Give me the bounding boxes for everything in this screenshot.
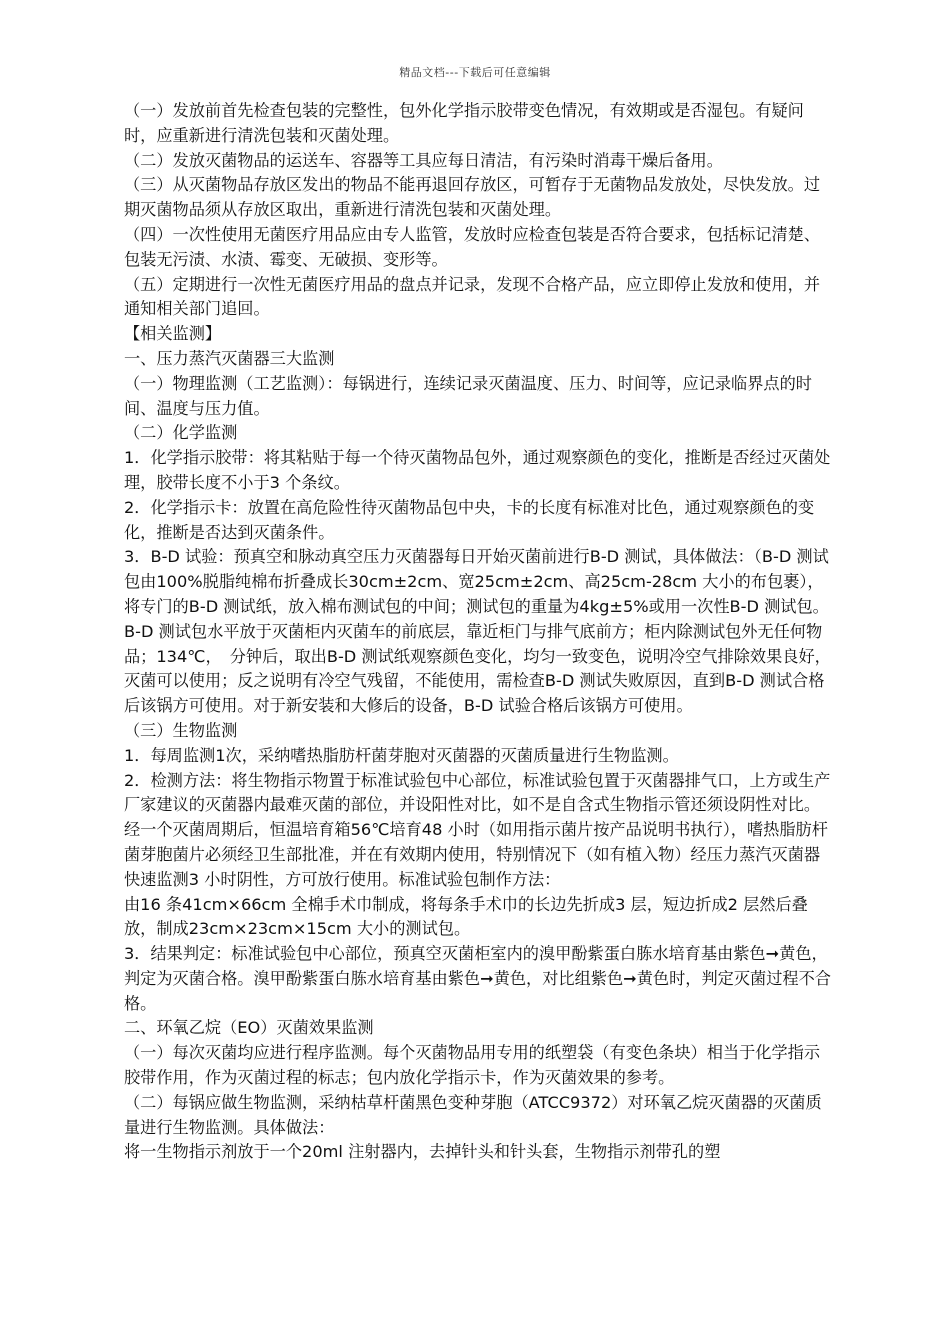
paragraph: 由16 条41cm×66cm 全棉手术巾制成，将每条手术巾的长边先折成3 层，短边折成2 层然后叠放，制成23cm×23cm×15cm 大小的测试包。 (124, 894, 808, 939)
paragraph: （五）定期进行一次性无菌医疗用品的盘点并记录，发现不合格产品，应立即停止发放和使用，并通知相关部门追回。 (124, 274, 821, 319)
paragraph: 1．化学指示胶带：将其粘贴于每一个待灭菌物品包外，通过观察颜色的变化，推断是否经过灭菌处理，胶带长度不小于3 个条纹。 (124, 448, 831, 492)
paragraph: （二）发放灭菌物品的运送车、容器等工具应每日清洁，有污染时消毒干燥后备用。 (124, 150, 723, 170)
paragraph: 2．检测方法：将生物指示物置于标准试验包中心部位，标准试验包置于灭菌器排气口，上方或生产厂家建议的灭菌器内最难灭菌的部位，并设阳性对比，如不是自含式生物指示管还须设阴性对比。经一个灭菌周期后，恒温培育箱56℃培育48 小时（如用指示菌片按产品说明书执行），嗜热脂肪杆菌芽胞菌片必须经卫生部批准，并在有效期内使用，特别情况下（如有植入物）经压力蒸汽灭菌器快速监测3 小时阴性，方可放行使用。标准试验包制作方法： (124, 770, 831, 889)
paragraph: 【相关监测】 (124, 324, 222, 344)
paragraph: （二）化学监测 (124, 423, 238, 443)
page-header: 精品文档---下载后可任意编辑 (399, 66, 551, 79)
document-body (124, 99, 832, 1165)
paragraph: 3．结果判定：标准试验包中心部位，预真空灭菌柜室内的溴甲酚紫蛋白胨水培育基由紫色➞黄色，判定为灭菌合格。溴甲酚紫蛋白胨水培育基由紫色➞黄色，对比组紫色➞黄色时，判定灭菌过程不合格。 (124, 944, 831, 1013)
paragraph: （一）发放前首先检查包装的完整性，包外化学指示胶带变色情况，有效期或是否湿包。有疑问时，应重新进行清洗包装和灭菌处理。 (124, 101, 804, 145)
paragraph: 一、压力蒸汽灭菌器三大监测 (124, 348, 335, 368)
paragraph: 3．B-D 试验：预真空和脉动真空压力灭菌器每日开始灭菌前进行B-D 测试，具体做法：（B-D 测试包由100%脱脂纯棉布折叠成长30cm±2cm、宽25cm±2cm、高25cm-28cm 大小的布包裹），将专门的B-D 测试纸，放入棉布测试包的中间；测试包的重量为4kg±5%或用一次性B-D 测试包。B-D 测试包水平放于灭菌柜内灭菌车的前底层，靠近柜门与排气底前方；柜内除测试包外无任何物品；134℃， 分钟后，取出B-D 测试纸观察颜色变化，均匀一致变色，说明冷空气排除效果良好，灭菌可以使用；反之说明有冷空气残留，不能使用，需检查B-D 测试失败原因，直到B-D 测试合格后该锅方可使用。对于新安装和大修后的设备，B-D 试验合格后该锅方可使用。 (124, 547, 831, 716)
paragraph: （一）物理监测（工艺监测）：每锅进行，连续记录灭菌温度、压力、时间等，应记录临界点的时间、温度与压力值。 (124, 373, 812, 418)
paragraph: （一）每次灭菌均应进行程序监测。每个灭菌物品用专用的纸塑袋（有变色条块）相当于化学指示胶带作用，作为灭菌过程的标志；包内放化学指示卡，作为灭菌效果的参考。 (124, 1043, 821, 1088)
paragraph: 2．化学指示卡：放置在高危险性待灭菌物品包中央，卡的长度有标准对比色，通过观察颜色的变化，推断是否达到灭菌条件。 (124, 497, 815, 542)
paragraph: 二、环氧乙烷（EO）灭菌效果监测 (124, 1018, 374, 1038)
paragraph: （三）生物监测 (124, 720, 238, 740)
paragraph: 将一生物指示剂放于一个20ml 注射器内，去掉针头和针头套，生物指示剂带孔的塑 (124, 1142, 721, 1162)
paragraph: （三）从灭菌物品存放区发出的物品不能再退回存放区，可暂存于无菌物品发放处，尽快发放。过期灭菌物品须从存放区取出，重新进行清洗包装和灭菌处理。 (124, 175, 821, 220)
paragraph: 1．每周监测1次，采纳嗜热脂肪杆菌芽胞对灭菌器的灭菌质量进行生物监测。 (124, 745, 679, 765)
paragraph: （二）每锅应做生物监测，采纳枯草杆菌黑色变种芽胞（ATCC9372）对环氧乙烷灭菌器的灭菌质量进行生物监测。具体做法： (124, 1092, 822, 1137)
paragraph: （四）一次性使用无菌医疗用品应由专人监管，发放时应检查包装是否符合要求，包括标记清楚、包装无污渍、水渍、霉变、无破损、变形等。 (124, 224, 821, 269)
